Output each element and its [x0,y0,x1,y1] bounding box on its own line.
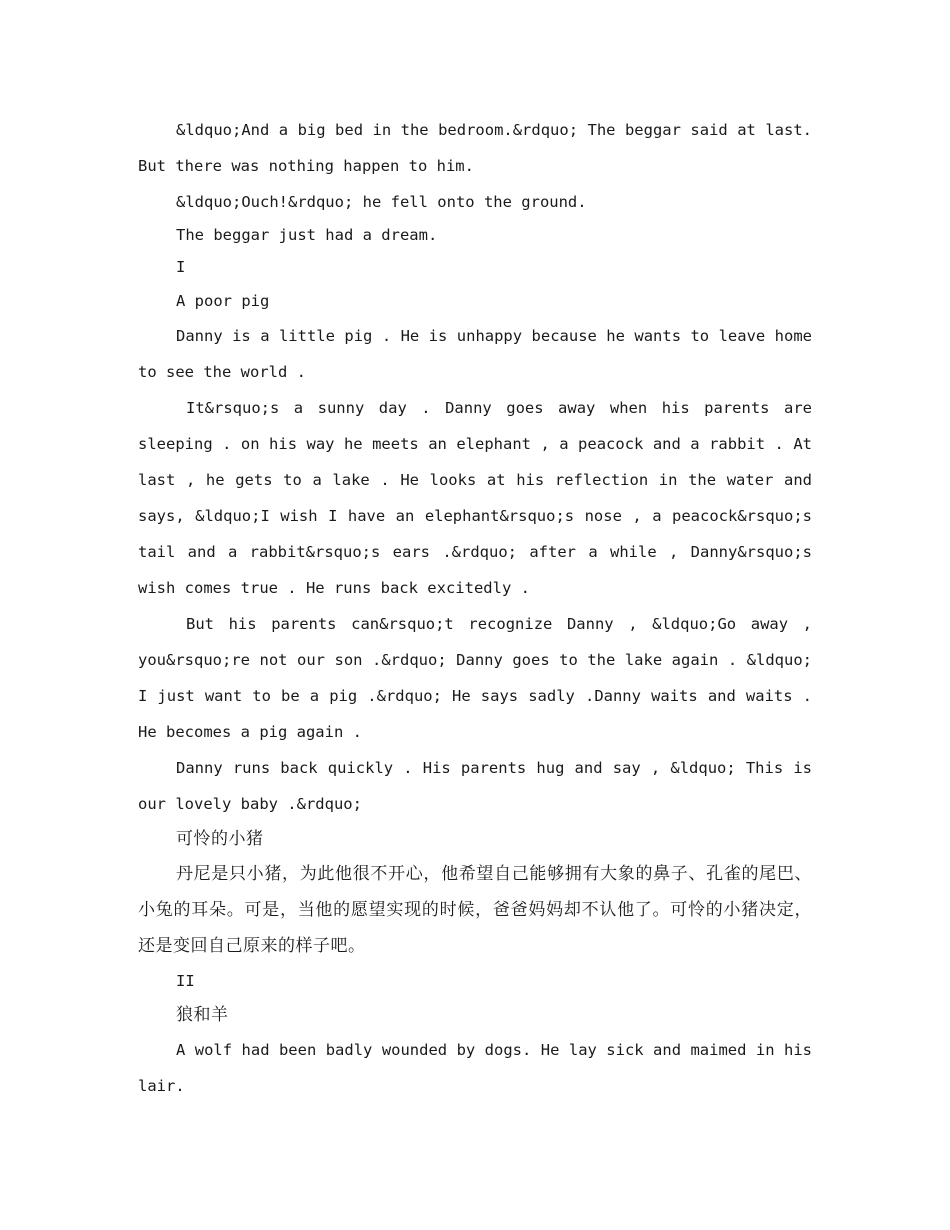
story-title-chinese-pig: 可怜的小猪 [176,829,264,849]
paragraph-beggar-bed: &ldquo;And a big bed in the bedroom.&rdquo; The beggar said at last. But there was nothing happen to him. [138,121,812,175]
paragraph-dream: The beggar just had a dream. [176,226,438,244]
document-page [138,112,812,1104]
section-number-ii: II [176,972,195,990]
paragraph-wolf: A wolf had been badly wounded by dogs. He lay sick and maimed in his lair. [138,1041,812,1095]
paragraph-ouch: &ldquo;Ouch!&rdquo; he fell onto the ground. [176,193,587,211]
paragraph-sunny-day: It&rsquo;s a sunny day . Danny goes away when his parents are sleeping . on his way he meets an elephant , a peacock and a rabbit . At last , he gets to a lake . He looks at his reflection in the water and says, &ldquo;I wish I have an elephant&rsquo;s nose , a peacock&rsquo;s tail and a rabbit&rsquo;s ears .&rdquo; after a while , Danny&rsquo;s wish comes true . He runs back excitedly . [138,399,812,597]
paragraph-parents: But his parents can&rsquo;t recognize Danny , &ldquo;Go away , you&rsquo;re not our son .&rdquo; Danny goes to the lake again . &ldquo; I just want to be a pig .&rdquo; He says sadly .Danny waits and waits . He becomes a pig again . [138,615,812,741]
section-number-i: I [176,258,186,276]
paragraph-chinese-summary: 丹尼是只小猪，为此他很不开心，他希望自己能够拥有大象的鼻子、孔雀的尾巴、小兔的耳朵。可是，当他的愿望实现的时候，爸爸妈妈却不认他了。可怜的小猪决定，还是变回自己原来的样子吧。 [138,864,812,956]
paragraph-danny-intro: Danny is a little pig . He is unhappy because he wants to leave home to see the world . [138,327,812,381]
paragraph-runs-back: Danny runs back quickly . His parents hug and say , &ldquo; This is our lovely baby .&rdquo; [138,759,812,813]
story-title-poor-pig: A poor pig [176,292,270,310]
story-title-wolf-sheep: 狼和羊 [176,1005,229,1025]
